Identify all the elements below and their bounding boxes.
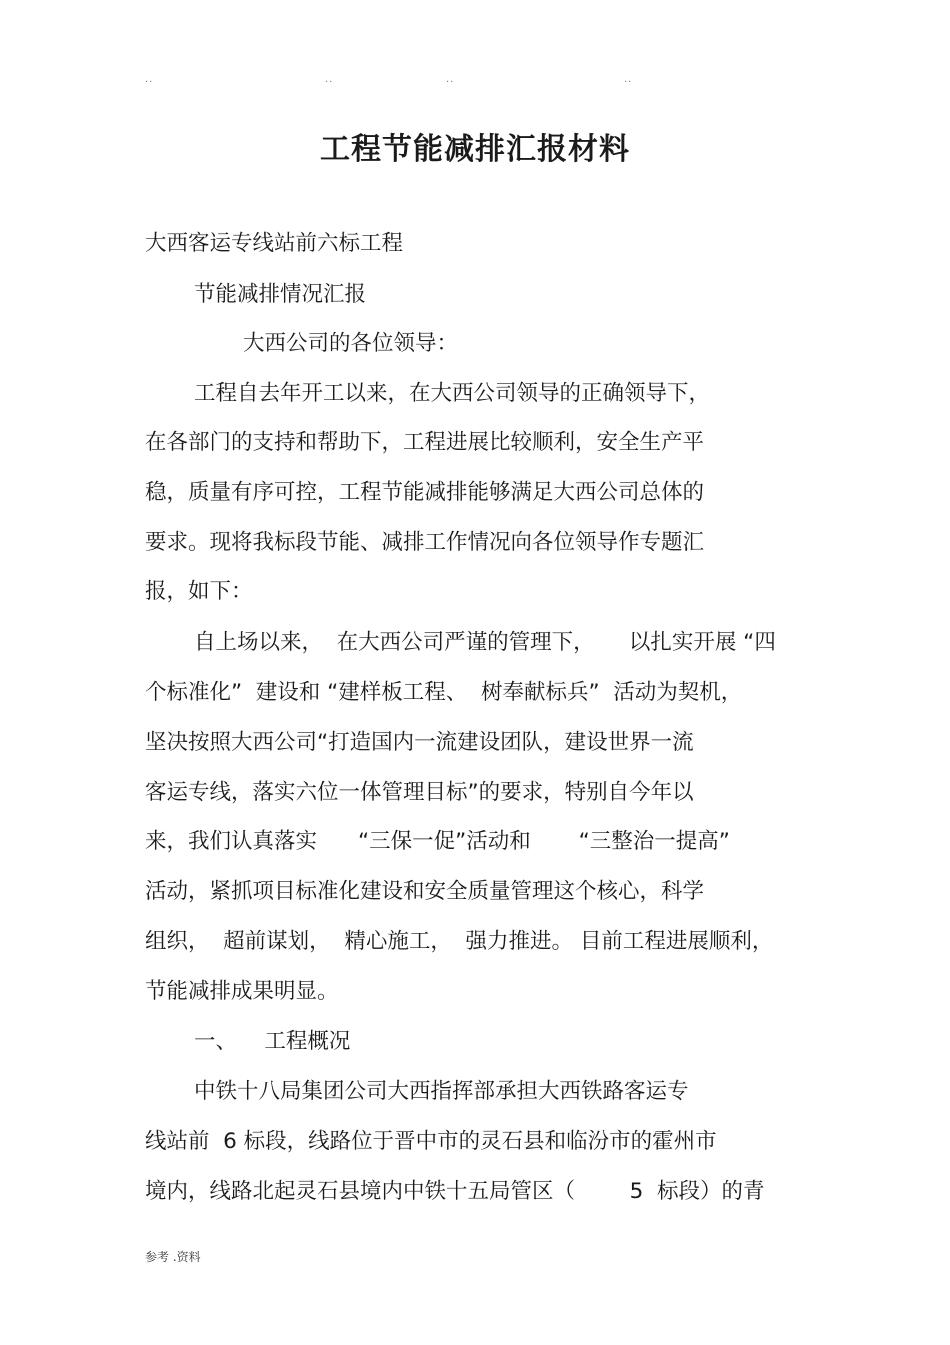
paragraph-line: 中铁十八局集团公司大西指挥部承担大西铁路客运专 <box>194 1079 689 1104</box>
paragraph-line: 组织， 超前谋划， 精心施工， 强力推进。 目前工程进展顺利， <box>145 929 774 954</box>
paragraph-line: 在各部门的支持和帮助下，工程进展比较顺利，安全生产平 <box>145 430 705 455</box>
section-heading: 一、 工程概况 <box>194 1029 351 1054</box>
header-mark: .. <box>325 74 334 85</box>
paragraph-line: 境内，线路北起灵石县境内中铁十五局管区（ 5 标段）的青 <box>145 1179 765 1204</box>
header-mark: .. <box>446 74 455 85</box>
paragraph-line: 来，我们认真落实 “三保一促”活动和 “三整治一提高” <box>145 829 730 854</box>
paragraph-line: 个标准化” 建设和 “建样板工程、 树奉献标兵” 活动为契机， <box>145 680 743 705</box>
salutation: 大西公司的各位领导： <box>243 331 459 356</box>
paragraph-line: 线站前 6 标段，线路位于晋中市的灵石县和临汾市的霍州市 <box>145 1129 717 1154</box>
header-mark: .. <box>145 74 154 85</box>
paragraph-line: 报，如下： <box>145 579 253 604</box>
paragraph-line: 坚决按照大西公司“打造国内一流建设团队，建设世界一流 <box>145 730 694 755</box>
paragraph-line: 工程自去年开工以来，在大西公司领导的正确领导下， <box>194 381 711 406</box>
document-title: 工程节能减排汇报材料 <box>320 132 630 167</box>
paragraph-line: 要求。现将我标段节能、减排工作情况向各位领导作专题汇 <box>145 530 705 555</box>
paragraph-line: 自上场以来， 在大西公司严谨的管理下， 以扎实开展 “四 <box>194 630 776 655</box>
paragraph-line: 客运专线，落实六位一体管理目标”的要求，特别自今年以 <box>145 780 694 805</box>
paragraph-line: 稳，质量有序可控，工程节能减排能够满足大西公司总体的 <box>145 480 705 505</box>
page-footer: 参考 .资料 <box>145 1250 201 1264</box>
report-subtitle: 节能减排情况汇报 <box>194 282 367 307</box>
header-mark: .. <box>624 74 633 85</box>
project-name: 大西客运专线站前六标工程 <box>145 231 404 256</box>
paragraph-line: 节能减排成果明显。 <box>145 979 339 1004</box>
paragraph-line: 活动，紧抓项目标准化建设和安全质量管理这个核心，科学 <box>145 879 705 904</box>
